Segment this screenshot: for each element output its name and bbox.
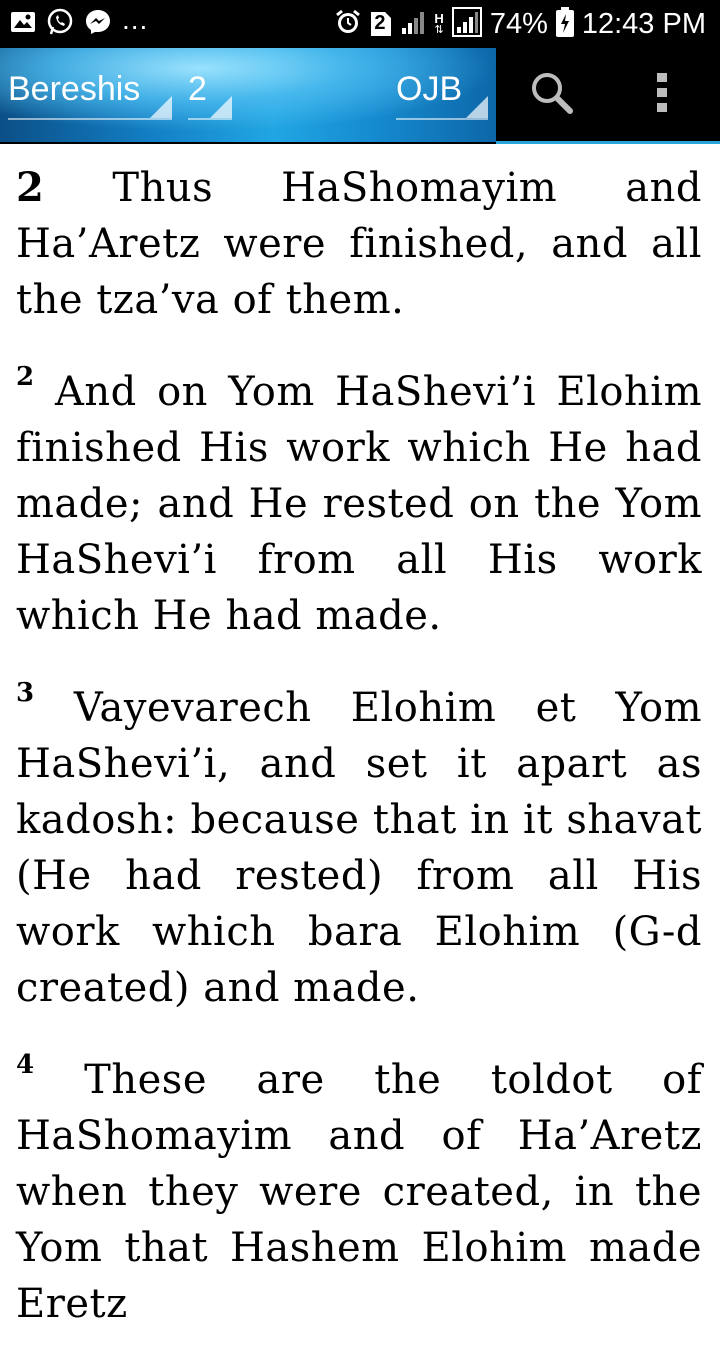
search-button[interactable]: [504, 48, 600, 142]
dropdown-arrow-icon: [150, 96, 172, 118]
more-notifications: ...: [122, 4, 149, 35]
verse: [16, 364, 702, 644]
alarm-icon: [334, 8, 362, 40]
notification-icons: [10, 4, 149, 40]
scripture-text: [16, 160, 702, 1368]
battery-charging-icon: [556, 7, 574, 41]
overflow-menu-icon: [654, 71, 670, 119]
search-icon: [528, 69, 576, 121]
dropdown-arrow-icon: [466, 96, 488, 118]
verse: [16, 680, 702, 1016]
chapter-selector[interactable]: [188, 64, 232, 120]
verse-text: These are the toldot of HaShomayim and of Ha’Aretz when they were created, in the Yom that Hashem Elohim made Eretz: [16, 1057, 703, 1327]
verse: [16, 1052, 702, 1332]
overflow-menu-button[interactable]: [620, 48, 704, 142]
verse-text: And on Yom HaShevi’i Elohim finished His work which He had made; and He rested on the Yom HaShevi’i from all His work which He had made.: [16, 369, 703, 639]
battery-percent: 74%: [489, 7, 548, 40]
verse-number: 2: [16, 164, 45, 211]
verse-text: Thus HaShomayim and Ha’Aretz were finished, and all the tza’va of them.: [16, 165, 702, 323]
book-label: Bereshis: [8, 70, 141, 108]
toolbar-background: [0, 48, 496, 142]
verse-number: 4: [16, 1050, 35, 1080]
version-selector[interactable]: [396, 64, 488, 120]
verse-text: Vayevarech Elohim et Yom HaShevi’i, and set it apart as kadosh: because that in it shavat (He had rested) from all His work which bara Elohim (G-d created) and made.: [16, 685, 702, 1011]
status-bar: [0, 0, 720, 48]
network-type-icon: H ⇅: [434, 11, 444, 36]
verse: [16, 160, 702, 328]
gallery-icon: [10, 10, 36, 38]
book-selector[interactable]: [8, 64, 172, 120]
signal-icon-1: [400, 8, 426, 40]
verse-number: 2: [16, 362, 35, 392]
sim-icon: 2: [370, 11, 392, 37]
chapter-label: 2: [188, 70, 207, 108]
version-label: OJB: [396, 70, 463, 108]
signal-icon-2: [452, 7, 482, 41]
system-status: [334, 0, 706, 48]
app-toolbar: [0, 48, 720, 144]
verse-number: 3: [16, 678, 35, 708]
dropdown-arrow-icon: [210, 96, 232, 118]
toolbar-accent-line: [496, 141, 720, 144]
clock: 12:43 PM: [581, 7, 706, 40]
whatsapp-icon: [46, 8, 74, 40]
messenger-icon: [84, 8, 112, 40]
